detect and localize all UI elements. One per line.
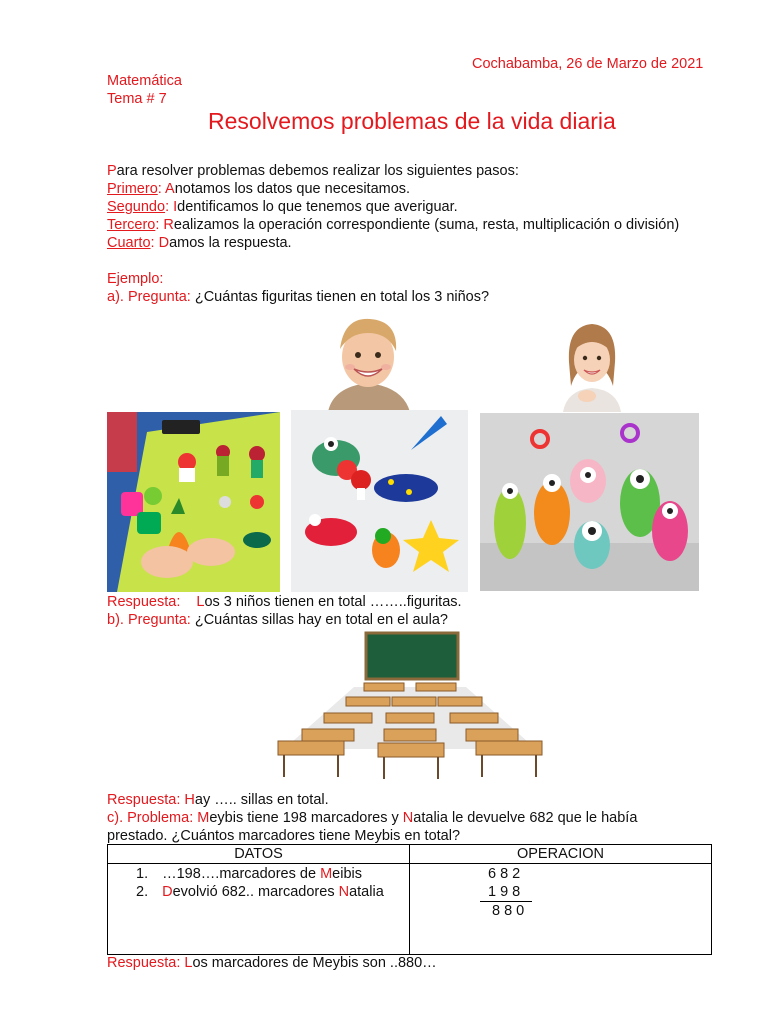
problem-c-line1: [107, 809, 637, 827]
data-item-first-letter: D: [162, 884, 173, 900]
answer-b-text: ay ….. sillas en total.: [194, 792, 329, 808]
operation-line: 6 8 2: [488, 866, 521, 882]
data-item: [136, 883, 384, 901]
data-item-text: …198….marcadores de: [162, 866, 321, 882]
table-cell-operacion: [410, 864, 712, 955]
step-first-letter: A: [165, 181, 175, 197]
question-a: [107, 288, 489, 306]
final-answer-label: Respuesta:: [107, 955, 181, 971]
final-answer: [107, 954, 437, 972]
answer-a-label: Respuesta:: [107, 594, 181, 610]
data-item-text: evolvió 682.. marcadores: [172, 884, 339, 900]
data-operation-table: [107, 844, 712, 955]
step-first-letter: I: [173, 199, 178, 215]
data-item: [136, 865, 362, 883]
data-item-text: atalia: [349, 884, 384, 900]
step-text: amos la respuesta.: [169, 235, 292, 251]
problem-c-line2: prestado. ¿Cuántos marcadores tiene Meybis en total?: [107, 828, 461, 844]
step-sep: :: [155, 217, 164, 233]
step-label: Cuarto: [107, 235, 151, 251]
answer-a: [107, 593, 462, 611]
step-second: [107, 198, 458, 216]
step-text: dentificamos lo que tenemos que averiguar.: [177, 199, 458, 215]
boy-photo: [318, 309, 418, 412]
step-first: [107, 180, 410, 198]
answer-a-text: os 3 niños tienen en total ……..figuritas.: [204, 594, 462, 610]
girl-photo: [557, 316, 627, 412]
clay-photo-3: [480, 413, 699, 591]
step-third: [107, 216, 679, 234]
data-item-number: 1.: [136, 866, 149, 882]
question-b-label: b). Pregunta:: [107, 612, 191, 628]
operation-result: 8 8 0: [492, 903, 525, 919]
step-sep: :: [150, 235, 159, 251]
date-line: Cochabamba, 26 de Marzo de 2021: [472, 56, 704, 72]
step-text: notamos los datos que necesitamos.: [174, 181, 411, 197]
data-item-number: 2.: [136, 884, 149, 900]
clay-photo-1: [107, 412, 280, 592]
final-answer-text: os marcadores de Meybis son ..880…: [192, 955, 437, 971]
answer-b-first-letter: H: [184, 792, 195, 808]
step-sep: :: [165, 199, 174, 215]
data-item-first-letter: N: [338, 884, 350, 900]
clay-photo-2: [291, 410, 468, 592]
problem-c-first-letter: N: [402, 810, 414, 826]
subject-label: Matemática: [107, 73, 182, 89]
problem-c-label: c). Problema:: [107, 810, 194, 826]
intro-line: [107, 162, 519, 180]
question-b: [107, 611, 448, 629]
table-header-operacion: OPERACION: [410, 845, 712, 864]
question-a-text: ¿Cuántas figuritas tienen en total los 3 niños?: [190, 289, 490, 305]
problem-c-text: eybis tiene 198 marcadores y: [209, 810, 403, 826]
step-label: Tercero: [107, 217, 156, 233]
table-header-datos: DATOS: [108, 845, 410, 864]
step-text: ealizamos la operación correspondiente (suma, resta, multiplicación o división): [173, 217, 680, 233]
intro-text: ara resolver problemas debemos realizar los siguientes pasos:: [116, 163, 519, 179]
step-sep: :: [157, 181, 166, 197]
classroom-illustration: [274, 631, 546, 781]
intro-first-letter: P: [107, 163, 117, 179]
operation-line: 1 9 8: [488, 884, 521, 900]
final-answer-first-letter: L: [184, 955, 193, 971]
example-heading: Ejemplo:: [107, 271, 164, 287]
page-title: Resolvemos problemas de la vida diaria: [208, 108, 616, 134]
data-item-text: eibis: [332, 866, 362, 882]
answer-b: [107, 791, 329, 809]
problem-c-text: atalia le devuelve 682 que le había: [413, 810, 638, 826]
answer-b-label: Respuesta:: [107, 792, 181, 808]
step-first-letter: R: [163, 217, 174, 233]
step-label: Segundo: [107, 199, 166, 215]
table-cell-datos: [108, 864, 410, 955]
step-first-letter: D: [158, 235, 170, 251]
data-item-first-letter: M: [320, 866, 333, 882]
question-b-text: ¿Cuántas sillas hay en total en el aula?: [190, 612, 448, 628]
step-fourth: [107, 234, 292, 252]
answer-a-first-letter: L: [196, 594, 205, 610]
question-a-label: a). Pregunta:: [107, 289, 191, 305]
topic-label: Tema # 7: [107, 91, 167, 107]
step-label: Primero: [107, 181, 158, 197]
problem-c-first-letter: M: [197, 810, 210, 826]
